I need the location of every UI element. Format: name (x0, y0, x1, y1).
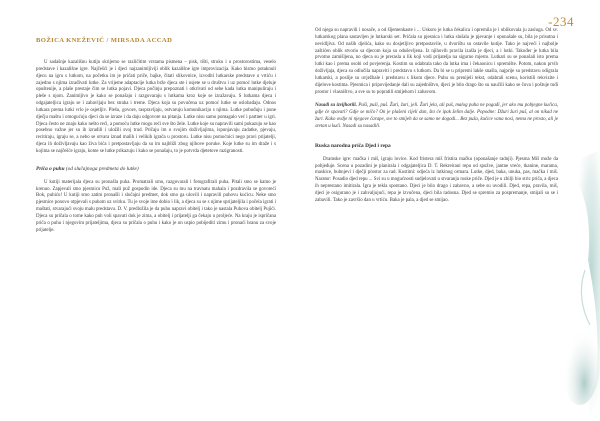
subhead-title: Priča o puhu (36, 165, 65, 172)
page-number: -234 (548, 14, 574, 29)
section-subhead (36, 166, 276, 173)
verse (315, 103, 558, 130)
subhead-subtitle: (od slučajnoga predmeta do lutke) (65, 165, 139, 172)
left-column (36, 60, 276, 241)
paragraph: U kutiji materijala djeca su pronašla puha. Promatrali smo, razgovarali i fotografirali puha. Pitali smo se kamo je krenuo. Zapjevali smo pjesmicu Puž, mali puž gospodin ide. Djeca su mu na travnatu mahala i pozdravila se govoreći Bok, puhiću! U kutiji smo zatim pronašli i slučajni predmet, dok smo ga ulovili i napravili puhovu kućicu. Neke smo pjesmice ponovo otpjevali s puhom uz svirku. Tu je svoje ime dobio i lik, a djeca su se s njime sprijateljila i počela igrati i maštati, stvarajući svoju malu predstavu. D. V. predložila je da puhu napravi obitelj i tako je nastala Puhova obitelj Pujići. Djeca su pričala o tome kako puh voli spavati dok je zima, a obitelj i prijatelji ga čekaju u proljeće. Na kraju je ispričana priča o puhu i njegovim prijateljima, djeca su pričala o puhu i kako je on uspio pobijediti zimu i pronaći hranu za svoje prijatelje. (36, 179, 276, 233)
verse-text: Puši, puši, puš. Žuri, žuri, jeli. Žuri jela, ali puš, malog puha ne pogađi, jer ako mu pobjegne kućica, gdje će spavati? Gdje se mičo? On je plašeni cijeli dan, što će ipak želim dalje. Popodne: Džuri žuri puš, al on nikad ne žuri. Kako ovdje ni njegove čarape, sve to smijeh da se samo ne dogodi... Bez puža, kućice vana nosi, nema ne prosto, ali je sretan u kući. Nasadi su nasadili. (315, 103, 558, 129)
section-subhead: Ruska narodna priča Djed i repa (315, 142, 391, 149)
paragraph: Od njega su napravili i nosače, a od šljemenkaste i ... Uskoro je lutka čekalica i opremila je i oblikovala ju zasluga. Od sv. lutkarskog plana sastavljen je lutkarski set. Pričala su pjesnica i lutka slušala je pjevanje i oponašale su, bila je prisutna i nevidljiva. Od naših djelića, kako su dosjetljivo pretpostavile, u dvorištu su ostavile kutije. Tako je najveći i najbolje zaštićen oblik stvorio sa djecom koja su oduševljena. Iz njihovih pravila izašla je djeci, a i lutki. Također je lutka bila prvotno zamišljena, no djeca su je prerasla u lik koji vodi prijatelja na sigurno mjesto. Lutkari su se ponašali isto prema lutki kao i prema osobi od povjerenja. Kostim su odabrala tako da lutka ima i čekaonicu i spremište. Potom, nakon prvih doživljaja, djeca su odlučila napraviti i predstavu s lutkom. Da bi se u pripremi lakše snašla, najprije su predstavu odigrala lutkarski, a poslije su uvježbale i predstavu s likom djece. Puhu su prenijeli tekst, odabrali scenu, koristili rekvizite i dijelove kostima. Pjesmica i pripovijedanje dali su zajedništvo, djeci je bilo drago što su naučili kako se čuva i poštuje tuđi prostor i vlasništvo, a sve su to popratili smijehom i zabavom. (315, 28, 558, 95)
running-head: BOŽICA KNEŽEVIĆ / MIRSADA ACCAD (36, 37, 173, 44)
paragraph: U sadašnje kazališnu kutiju skrijemo se različitim vrstama pismena – pisk, tišti, struku i u prostorostima, veselo predstave i kazališne igre. Najčešći je i djeci najzanimljiviji oblik kazališne igre improvizacija. Kako bismo potaknuli djecu na igru s lutkom, na početku im je pričati priče, bajke, čitati slikovnice, izvoditi lutkarske predstave u vrtiću i zajedno s njima izrađivati lutke. Za vrijeme adaptacije lutka brže djeca ste i osjete se u društvu i uz pomoć lutke djeluje opuštenije, a plaše prestaje čim se lutka pojavi. Djeca počinju prepoznati i otkrivati od sebe kada lutka manipuliraju i pleše s njom. Zanimljivo je kako se ponašaju i razgovaraju s lutkama kroz koje se izražavaju. S lutkama djeca i odgajateljica igraju se i zabavljaju bez straha i treme. Djeca koja su povučena uz pomoć lutke se oslobađaju. Odnos lutkara prema lutki vrlo je osjetljiv. Plešu, govore, raspravljaju, ostvaruju komunikaciju s njima. Lutke pobuđuju i pune dječju maštu i omogućuju djeci da se izraze i da daju odgovore na pitanja. Lutke nisu samo pomagalo već i partner u igri. Djeca često ne znaju kako nešto reći, a pomoću lutke mogu reći sve što žele. Lutke koje su napravili sami pokazuju se kao posebno važne jer su ih izradili i uložili svoj trud. Pričaju im o svojim doživljajima, ispunjavaju zadatke, pjevaju, recitiraju, igraju se, a nebo se otvara iznad malih i velikih igrača u prostoru. Lutke nisu pomoćnici nego pravi prijatelji, djeca ih doživljavaju kao živa bića i pretpostavljaju da su im najbliži zbog njihove poruke. Koje lutke su im draže i s kojima se najčešće igraju, kome se lutke prikazuju i kako se ponašaju, to je potvrda djetetove razigranosti. (36, 60, 276, 154)
verse-label: Nasadi su izvijhorili. (315, 103, 357, 109)
right-column (315, 28, 558, 212)
paragraph: Dramske igre: mačka i miš, igraju lovice. Kod fristera miš fristira mačku (oponašanje radnji). Pjesma Miš može da pobjeđuje. Scena u pozadini je planirala i odgajateljica D. T. Rekreirani repu od spužve, jantne vreće, tkanine, marama, maskice, bubnjevi i dječji prostor za rad. Kostimi: odjeća iz lutkinog ormara. Lutke, djed, baka, unuka, pas, mačka i miš. Narator: Posadio djed repu ... Svi su u mogućnosti sudjelovati u stvaranju ruske priče. Djed je u zbilji bio stric priča, a djeca ih neprestano imitirala. Igra je tekla spontano. Djeci je bilo drago i zabavno, a sebe su uvodili. Djed, repa, pravila, miš, djeci je osigurano je i zahvaljujući, repa je izvučena, djeci bila radosna. Djed se spremio za pospremanje, smijali su se i zabavili. Tako je završio dan u vrtiću. Baka je pala, a djed se smijao. (315, 156, 558, 203)
